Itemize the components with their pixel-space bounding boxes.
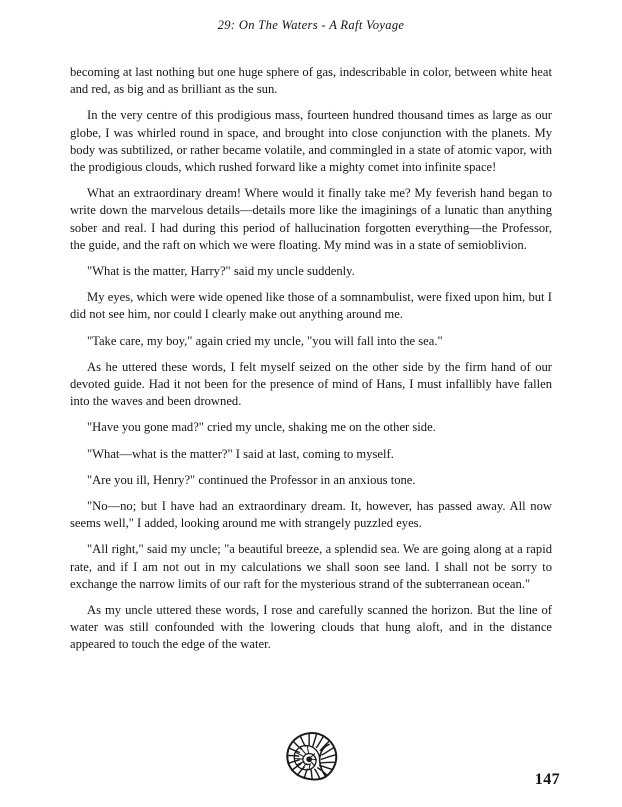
body-paragraph: As my uncle uttered these words, I rose and carefully scanned the horizon. But the line of water was still confounded with the lowering clouds that hung aloft, and in the distance appeared to touch the edge of the water. (70, 603, 552, 652)
body-paragraph: "No—no; but I have had an extraordinary dream. It, however, has passed away. All now seems well," I added, looking around me with strangely puzzled eyes. (70, 499, 552, 531)
running-header: 29: On The Waters - A Raft Voyage (217, 18, 405, 32)
body-paragraph: What an extraordinary dream! Where would it finally take me? My feverish hand began to write down the marvelous details—details more like the imaginings of a lunatic than anything sober and real. I had during this period of hallucination forgotten everything—the Professor, the guide, and the raft on which we were floating. My mind was in a state of semioblivion. (70, 186, 552, 252)
body-paragraph: In the very centre of this prodigious mass, fourteen hundred thousand times as large as our globe, I was whirled round in space, and brought into close conjunction with the planets. My body was subtilized, or rather became volatile, and commingled in a state of atomic vapor, with the prodigious clouds, which rushed forward like a mighty comet into infinite space! (70, 108, 552, 175)
body-paragraph: As he uttered these words, I felt myself seized on the other side by the firm hand of our devoted guide. Had it not been for the presence of mind of Hans, I must infallibly have fallen into the waves and been drowned. (70, 359, 552, 409)
body-paragraph: My eyes, which were wide opened like those of a somnambulist, were fixed upon him, but I did not see him, nor could I clearly make out anything around me. (70, 290, 552, 322)
body-paragraph: "All right," said my uncle; "a beautiful breeze, a splendid sea. We are going along at a rapid rate, and if I am not out in my calculations we shall soon see land. I shall not be sorry to exchange the narrow limits of our raft for the mysterious strand of the subterranean ocean." (70, 542, 552, 591)
body-paragraph: "Have you gone mad?" cried my uncle, shaking me on the other side. (87, 420, 436, 435)
ammonite-fossil-ornament (280, 727, 342, 789)
body-paragraph: becoming at last nothing but one huge sphere of gas, indescribable in color, between white heat and red, as big and as brilliant as the sun. (70, 65, 552, 97)
body-paragraph: "What—what is the matter?" I said at last, coming to myself. (87, 446, 394, 461)
body-paragraph: "Are you ill, Henry?" continued the Professor in an anxious tone. (87, 472, 416, 487)
page-number: 147 (534, 771, 560, 788)
body-paragraph: "Take care, my boy," again cried my uncle, "you will fall into the sea." (87, 333, 443, 348)
body-paragraph: "What is the matter, Harry?" said my uncle suddenly. (87, 264, 355, 279)
body-text-column (70, 64, 552, 663)
